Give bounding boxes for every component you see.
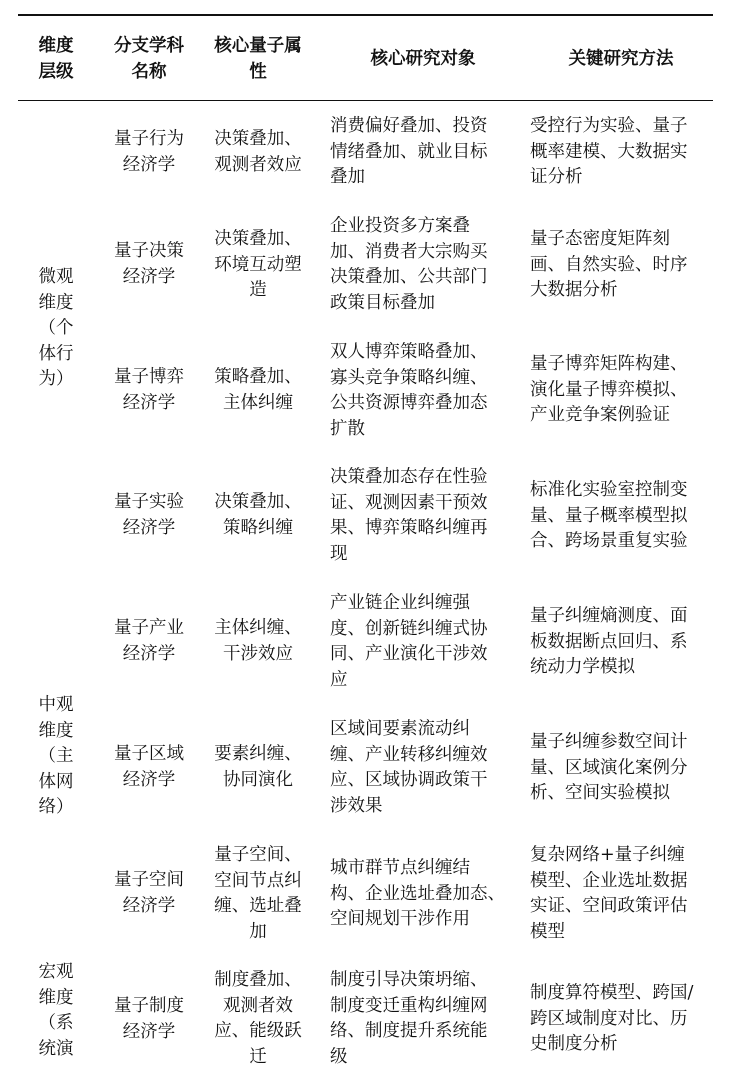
- quantum-property: 量子空间、 空间节点纠 缠、选址叠 加: [214, 845, 302, 942]
- quantum-property: 决策叠加、 环境互动塑 造: [214, 229, 302, 300]
- quantum-property: 决策叠加、 策略纠缠: [214, 492, 302, 538]
- research-object: 城市群节点纠缠结 构、企业选址叠加态、 空间规划干涉作用: [330, 858, 505, 929]
- research-method: 量子纠缠参数空间计 量、区域演化案例分 析、空间实验模拟: [530, 732, 688, 803]
- dimension-macro: 宏观 维度 （系 统演: [38, 962, 74, 1059]
- table-body: [18, 101, 713, 1086]
- header-method: 关键研究方法: [568, 49, 674, 69]
- dimension-meso: 中观 维度 （主 体网 络）: [38, 695, 74, 817]
- quantum-property: 决策叠加、 观测者效应: [214, 129, 302, 175]
- research-method: 制度算符模型、跨国/ 跨区域制度对比、历 史制度分析: [530, 983, 694, 1054]
- research-object: 产业链企业纠缠强 度、创新链纠缠式协 同、产业演化干涉效 应: [330, 593, 488, 690]
- branch-name: 量子区域 经济学: [114, 744, 184, 790]
- header-object: 核心研究对象: [370, 49, 476, 69]
- research-method: 量子纠缠熵测度、面 板数据断点回归、系 统动力学模拟: [530, 606, 688, 677]
- quantum-property: 主体纠缠、 干涉效应: [214, 618, 302, 664]
- research-method: 标准化实验室控制变 量、量子概率模型拟 合、跨场景重复实验: [530, 480, 688, 551]
- research-method: 复杂网络+量子纠缠 模型、企业选址数据 实证、空间政策评估 模型: [530, 845, 688, 942]
- branch-name: 量子空间 经济学: [114, 870, 184, 916]
- header-property: 核心量子属 性: [214, 36, 302, 82]
- branch-name: 量子制度 经济学: [114, 996, 184, 1042]
- header-level: 维度 层级: [38, 36, 74, 82]
- branch-name: 量子博弈 经济学: [114, 367, 184, 413]
- dimension-micro: 微观 维度 （个 体行 为）: [38, 267, 74, 389]
- research-object: 消费偏好叠加、投资 情绪叠加、就业目标 叠加: [330, 116, 488, 187]
- research-object: 企业投资多方案叠 加、消费者大宗购买 决策叠加、公共部门 政策目标叠加: [330, 216, 488, 313]
- research-method: 量子态密度矩阵刻 画、自然实验、时序 大数据分析: [530, 229, 688, 300]
- research-object: 双人博弈策略叠加、 寡头竞争策略纠缠、 公共资源博弈叠加态 扩散: [330, 342, 488, 439]
- quantum-property: 要素纠缠、 协同演化: [214, 744, 302, 790]
- branch-name: 量子实验 经济学: [114, 492, 184, 538]
- quantum-property: 制度叠加、 观测者效 应、能级跃 迁: [214, 970, 302, 1067]
- research-object: 制度引导决策坍缩、 制度变迁重构纠缠网 络、制度提升系统能 级: [330, 970, 488, 1067]
- research-method: 受控行为实验、量子 概率建模、大数据实 证分析: [530, 116, 688, 187]
- header-branch: 分支学科 名称: [114, 36, 184, 82]
- research-method: 量子博弈矩阵构建、 演化量子博弈模拟、 产业竞争案例验证: [530, 354, 688, 425]
- quantum-property: 策略叠加、 主体纠缠: [214, 367, 302, 413]
- branch-name: 量子行为 经济学: [114, 129, 184, 175]
- comparison-table: [18, 14, 713, 1086]
- table-header: [18, 16, 713, 100]
- branch-name: 量子决策 经济学: [114, 241, 184, 287]
- research-object: 决策叠加态存在性验 证、观测因素干预效 果、博弈策略纠缠再 现: [330, 467, 488, 564]
- research-object: 区域间要素流动纠 缠、产业转移纠缠效 应、区域协调政策干 涉效果: [330, 719, 488, 816]
- branch-name: 量子产业 经济学: [114, 618, 184, 664]
